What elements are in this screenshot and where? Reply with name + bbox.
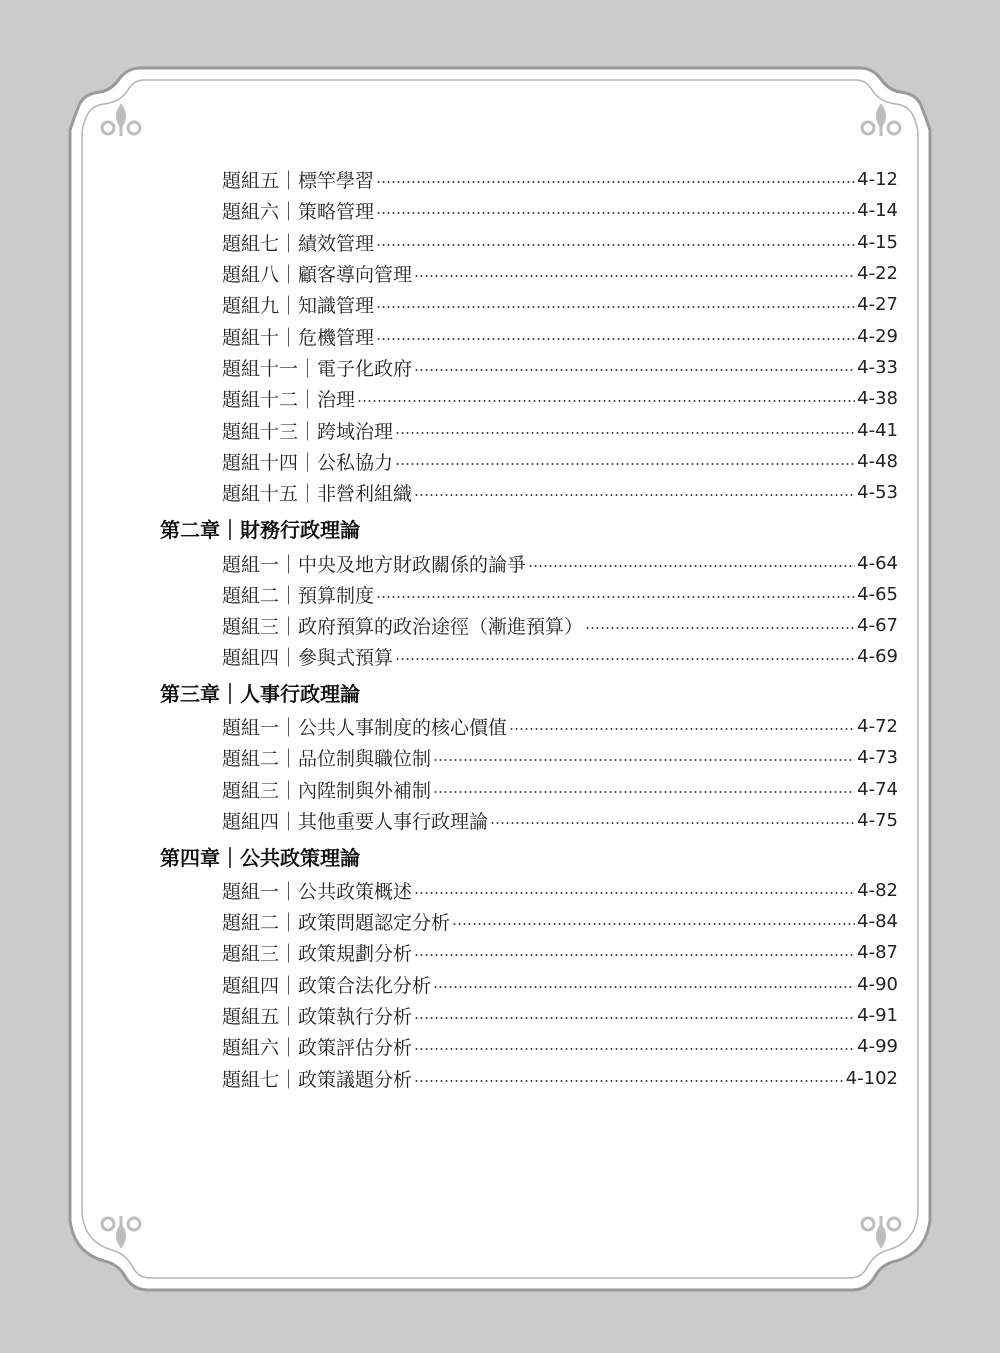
toc-entry-title: 題組一｜公共政策概述 — [222, 880, 413, 903]
leader-dots — [414, 954, 855, 956]
toc-entry[interactable] — [222, 907, 898, 935]
toc-entry-title: 題組四｜參與式預算 — [222, 646, 394, 669]
leader-dots — [395, 432, 855, 434]
toc-entry-title: 題組六｜政策評估分析 — [222, 1036, 413, 1059]
toc-entry[interactable] — [222, 970, 898, 998]
toc-entry[interactable] — [222, 1032, 898, 1060]
fleur-de-lis-icon — [858, 1212, 904, 1252]
leader-dots — [452, 923, 855, 925]
toc-entry[interactable] — [222, 165, 898, 193]
leader-dots — [376, 338, 855, 340]
toc-entry-title: 題組十四｜公私協力 — [222, 451, 394, 474]
leader-dots — [414, 494, 855, 496]
toc-entry-title: 題組一｜公共人事制度的核心價值 — [222, 716, 508, 739]
leader-dots — [414, 1048, 855, 1050]
leader-dots — [376, 596, 855, 598]
toc-entry-title: 題組九｜知識管理 — [222, 294, 375, 317]
toc-entry-title: 題組七｜績效管理 — [222, 232, 375, 255]
leader-dots — [433, 986, 855, 988]
leader-dots — [376, 181, 855, 183]
toc-entry-title: 題組三｜政府預算的政治途徑（漸進預算） — [222, 615, 584, 638]
toc-entry-title: 題組二｜預算制度 — [222, 584, 375, 607]
leader-dots — [509, 728, 855, 730]
leader-dots — [395, 463, 855, 465]
chapter-heading[interactable]: 第三章｜人事行政理論 — [160, 681, 360, 706]
leader-dots — [414, 369, 855, 371]
toc-entry-page: 4-33 — [857, 356, 898, 378]
toc-entry[interactable] — [222, 876, 898, 904]
leader-dots — [528, 565, 855, 567]
toc-entry-title: 題組十｜危機管理 — [222, 326, 375, 349]
toc-entry[interactable] — [222, 712, 898, 740]
leader-dots — [433, 759, 855, 761]
toc-entry-page: 4-87 — [857, 941, 898, 963]
toc-entry-title: 題組三｜政策規劃分析 — [222, 942, 413, 965]
toc-entry-title: 題組一｜中央及地方財政關係的論爭 — [222, 553, 527, 576]
leader-dots — [414, 275, 855, 277]
toc-entry[interactable] — [222, 353, 898, 381]
toc-entry-page: 4-74 — [857, 778, 898, 800]
leader-dots — [490, 822, 855, 824]
toc-entry-page: 4-15 — [857, 231, 898, 253]
toc-entry-page: 4-14 — [857, 199, 898, 221]
toc-entry[interactable] — [222, 228, 898, 256]
toc-entry[interactable] — [222, 447, 898, 475]
chapter-heading[interactable]: 第四章｜公共政策理論 — [160, 845, 360, 870]
toc-entry[interactable] — [222, 743, 898, 771]
toc-entry-page: 4-65 — [857, 583, 898, 605]
toc-entry[interactable] — [222, 1064, 898, 1092]
leader-dots — [357, 400, 855, 402]
toc-entry[interactable] — [222, 196, 898, 224]
leader-dots — [376, 244, 855, 246]
toc-entry-page: 4-38 — [857, 387, 898, 409]
toc-entry[interactable] — [222, 322, 898, 350]
toc-entry[interactable] — [222, 416, 898, 444]
toc-entry[interactable] — [222, 775, 898, 803]
toc-entry-page: 4-84 — [857, 910, 898, 932]
toc-entry-page: 4-90 — [857, 973, 898, 995]
toc-entry-page: 4-91 — [857, 1004, 898, 1026]
toc-entry-title: 題組七｜政策議題分析 — [222, 1068, 413, 1091]
toc-entry-title: 題組四｜其他重要人事行政理論 — [222, 810, 489, 833]
toc-entry-title: 題組二｜品位制與職位制 — [222, 747, 432, 770]
toc-entry-page: 4-41 — [857, 419, 898, 441]
leader-dots — [414, 892, 855, 894]
toc-entry-title: 題組十三｜跨域治理 — [222, 420, 394, 443]
toc-entry[interactable] — [222, 642, 898, 670]
toc-entry[interactable] — [222, 580, 898, 608]
toc-entry-title: 題組二｜政策問題認定分析 — [222, 911, 451, 934]
toc-entry-title: 題組五｜標竿學習 — [222, 169, 375, 192]
leader-dots — [376, 306, 855, 308]
toc-entry-page: 4-29 — [857, 325, 898, 347]
fleur-de-lis-icon — [858, 100, 904, 140]
toc-entry-title: 題組六｜策略管理 — [222, 200, 375, 223]
leader-dots — [414, 1017, 855, 1019]
toc-entry-title: 題組四｜政策合法化分析 — [222, 974, 432, 997]
toc-entry[interactable] — [222, 478, 898, 506]
toc-entry[interactable] — [222, 611, 898, 639]
toc-entry-page: 4-69 — [857, 645, 898, 667]
toc-entry[interactable] — [222, 938, 898, 966]
toc-entry[interactable] — [222, 384, 898, 412]
leader-dots — [433, 791, 855, 793]
toc-entry-title: 題組三｜內陞制與外補制 — [222, 779, 432, 802]
toc-entry-title: 題組十五｜非營利組織 — [222, 482, 413, 505]
leader-dots — [585, 627, 855, 629]
leader-dots — [414, 1080, 844, 1082]
toc-entry-page: 4-73 — [857, 746, 898, 768]
toc-entry-page: 4-72 — [857, 715, 898, 737]
fleur-de-lis-icon — [98, 1212, 144, 1252]
toc-entry-page: 4-12 — [857, 168, 898, 190]
toc-entry-title: 題組十一｜電子化政府 — [222, 357, 413, 380]
toc-entry[interactable] — [222, 259, 898, 287]
toc-entry-page: 4-22 — [857, 262, 898, 284]
toc-entry-page: 4-99 — [857, 1035, 898, 1057]
toc-entry[interactable] — [222, 549, 898, 577]
leader-dots — [376, 212, 855, 214]
toc-entry-page: 4-67 — [857, 614, 898, 636]
toc-entry-page: 4-82 — [857, 879, 898, 901]
chapter-heading[interactable]: 第二章｜財務行政理論 — [160, 517, 360, 542]
toc-entry-page: 4-27 — [857, 293, 898, 315]
toc-entry-title: 題組五｜政策執行分析 — [222, 1005, 413, 1028]
toc-entry-title: 題組十二｜治理 — [222, 388, 356, 411]
toc-entry[interactable] — [222, 1001, 898, 1029]
toc-entry-page: 4-102 — [845, 1067, 898, 1089]
toc-entry[interactable] — [222, 290, 898, 318]
toc-entry-page: 4-64 — [857, 552, 898, 574]
leader-dots — [395, 658, 855, 660]
fleur-de-lis-icon — [98, 100, 144, 140]
toc-entry-title: 題組八｜顧客導向管理 — [222, 263, 413, 286]
toc-entry[interactable] — [222, 806, 898, 834]
toc-entry-page: 4-75 — [857, 809, 898, 831]
toc-entry-page: 4-53 — [857, 481, 898, 503]
toc-entry-page: 4-48 — [857, 450, 898, 472]
